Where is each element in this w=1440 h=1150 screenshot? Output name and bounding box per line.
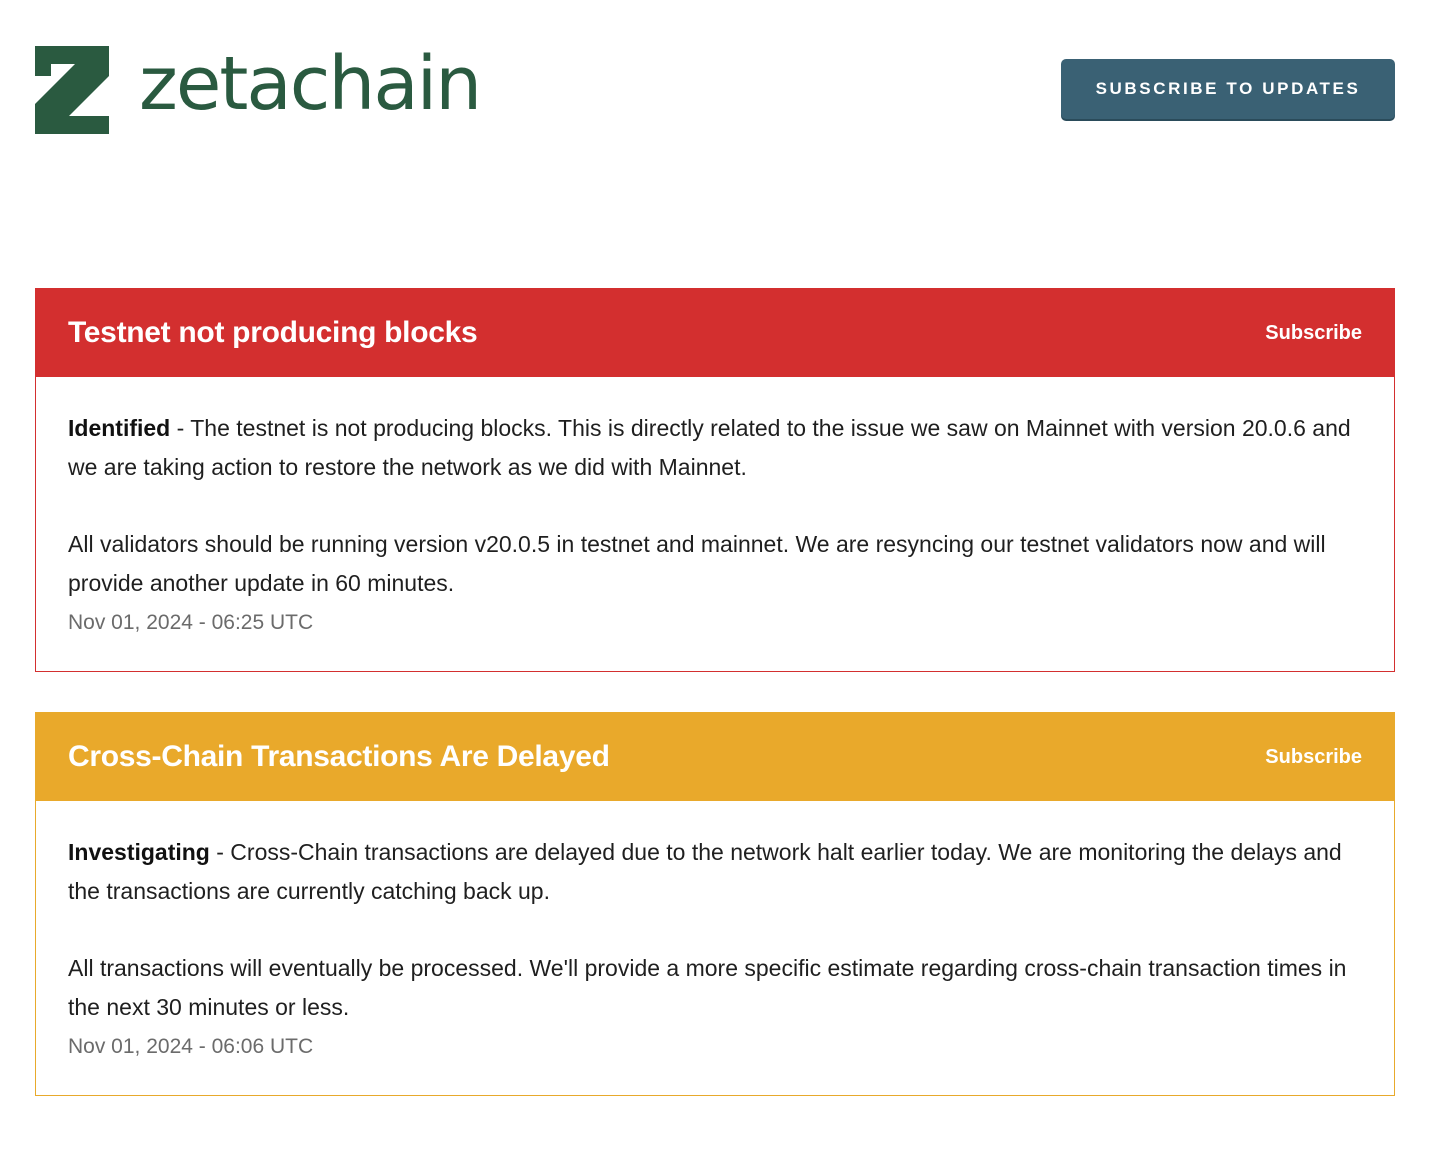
incident-subscribe-link[interactable]: Subscribe bbox=[1265, 745, 1362, 768]
incident-title-link[interactable]: Testnet not producing blocks bbox=[68, 316, 478, 349]
subscribe-to-updates-button[interactable]: SUBSCRIBE TO UPDATES bbox=[1061, 59, 1395, 119]
update-timestamp: Nov 01, 2024 - 06:25 UTC bbox=[68, 611, 314, 634]
update-paragraph bbox=[68, 409, 1362, 487]
update-status: Identified bbox=[68, 415, 171, 441]
incident-card bbox=[35, 288, 1395, 672]
zetachain-logo[interactable] bbox=[35, 41, 481, 136]
incident-title-link[interactable]: Cross-Chain Transactions Are Delayed bbox=[68, 740, 610, 773]
update-body bbox=[68, 833, 1362, 1027]
update-timestamp: Nov 01, 2024 - 06:06 UTC bbox=[68, 1035, 314, 1058]
incident-update bbox=[36, 801, 1394, 1063]
update-paragraph: All validators should be running version v20.0.5 in testnet and mainnet. We are resyncing our testnet validators now and will provide another update in 60 minutes. bbox=[68, 531, 1326, 596]
incident-header bbox=[36, 713, 1394, 801]
zetachain-logo-mark-icon bbox=[35, 46, 109, 134]
logo-wordmark: zetachain bbox=[139, 41, 481, 127]
incident-subscribe-link[interactable]: Subscribe bbox=[1265, 321, 1362, 344]
page-header bbox=[35, 41, 1395, 136]
update-paragraph bbox=[68, 833, 1362, 911]
update-paragraph: All transactions will eventually be processed. We'll provide a more specific estimate regarding cross-chain transaction times in the next 30 minutes or less. bbox=[68, 955, 1347, 1020]
update-message: - Cross-Chain transactions are delayed due to the network halt earlier today. We are monitoring the delays and the transactions are currently catching back up. bbox=[68, 839, 1342, 904]
update-message: - The testnet is not producing blocks. This is directly related to the issue we saw on Mainnet with version 20.0.6 and we are taking action to restore the network as we did with Mainnet. bbox=[68, 415, 1351, 480]
update-body bbox=[68, 409, 1362, 603]
incident-header bbox=[36, 289, 1394, 377]
incident-card bbox=[35, 712, 1395, 1096]
incident-update bbox=[36, 377, 1394, 639]
update-status: Investigating bbox=[68, 839, 210, 865]
